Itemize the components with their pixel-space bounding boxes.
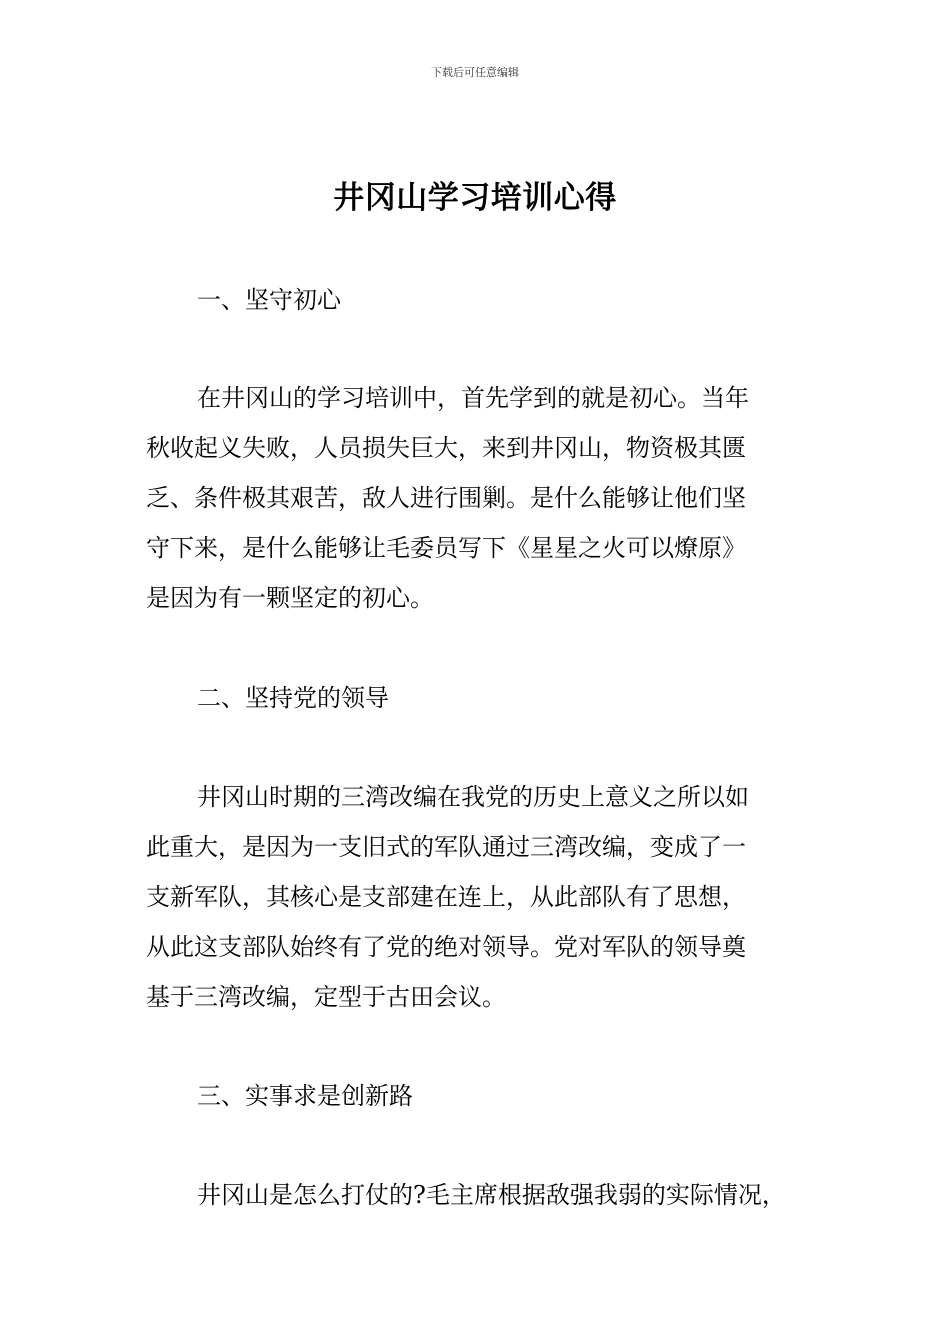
section-paragraph-3 [146,1170,826,1220]
paragraph-line: 守下来，是什么能够让毛委员写下《星星之火可以燎原》 [146,534,746,562]
section-heading-2: 二、坚持党的领导 [197,684,389,712]
paragraph-line: 秋收起义失败，人员损失巨大，来到井冈山，物资极其匮 [146,434,746,462]
paragraph-line: 从此这支部队始终有了党的绝对领导。党对军队的领导奠 [146,933,746,961]
paragraph-line: 基于三湾改编，定型于古田会议。 [146,983,506,1011]
document-title: 井冈山学习培训心得 [333,180,617,216]
paragraph-line: 井冈山时期的三湾改编在我党的历史上意义之所以如 [197,783,749,811]
paragraph-line: 在井冈山的学习培训中，首先学到的就是初心。当年 [197,384,749,412]
paragraph-line: 支新军队，其核心是支部建在连上，从此部队有了思想， [146,883,746,911]
section-heading-3: 三、实事求是创新路 [197,1082,413,1110]
section-paragraph-2 [146,772,826,1022]
section-paragraph-1 [146,373,826,623]
paragraph-line: 是因为有一颗坚定的初心。 [146,584,434,612]
paragraph-line: 乏、条件极其艰苦，敌人进行围剿。是什么能够让他们坚 [146,484,746,512]
paragraph-line: 此重大，是因为一支旧式的军队通过三湾改编，变成了一 [146,833,746,861]
paragraph-line: 井冈山是怎么打仗的?毛主席根据敌强我弱的实际情况， [197,1181,786,1209]
header-note: 下载后可任意编辑 [431,66,519,79]
section-heading-1: 一、坚守初心 [197,286,341,314]
